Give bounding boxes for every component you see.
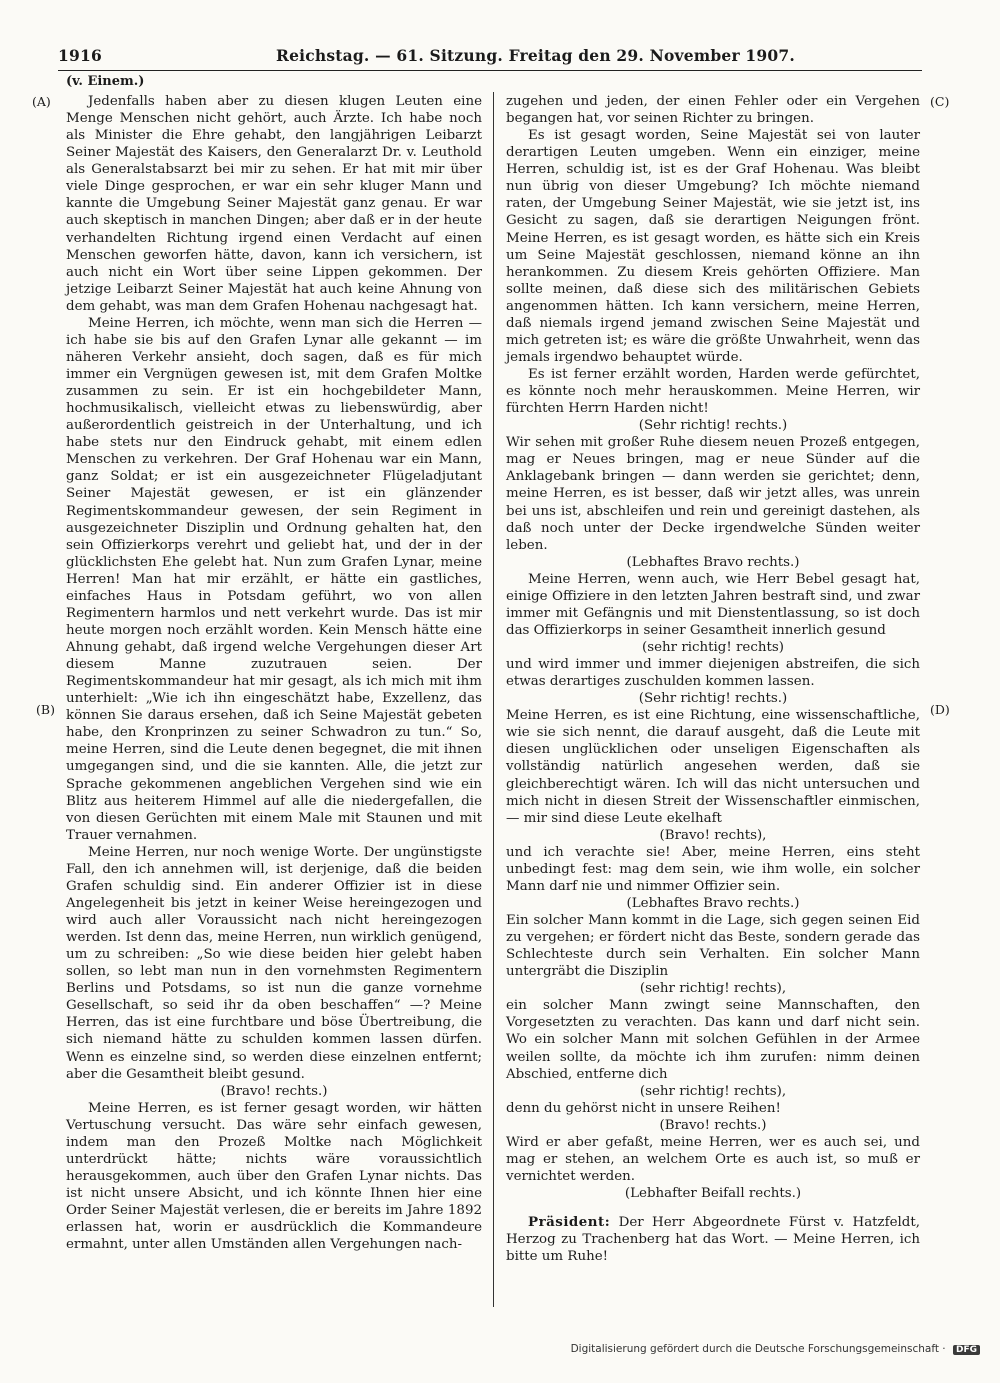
- left-column: [66, 93, 482, 1253]
- paragraph: Wird er aber gefaßt, meine Herren, wer es auch sei, und mag er stehen, an welchem Orte es auch ist, so muß er vernichtet werden.: [506, 1134, 920, 1184]
- paragraph: Meine Herren, ich möchte, wenn man sich die Herren — ich habe sie bis auf den Grafen Lynar alle gekannt — im näheren Verkehr ansieht, doch sagen, daß es für mich immer ein Vergnügen gewesen ist, mit dem Grafen Moltke zusammen zu sein. Er ist ein hochgebildeter Mann, hochmusikalisch, vielleicht etwas zu liebenswürdig, aber außerordentlich geistreich in der Unterhaltung, und ich habe stets nur den Eindruck gehabt, mit einem edlen Menschen zu verkehren. Der Graf Hohenau war ein Mann, ganz Soldat; er ist ein ausgezeichneter Flügeladjutant Seiner Majestät gewesen, er ist ein glänzender Regimentskommandeur gewesen, der sein Regiment in ausgezeichneter Disziplin und Ordnung gehalten hat, den sein Offizierkorps verehrt und geliebt hat, und der in der glücklichsten Ehe gelebt hat. Nun zum Grafen Lynar, meine Herren! Man hat mir erzählt, er hätte ein gastliches, einfaches Haus in Potsdam geführt, wo von allen Regimentern harmlos und nett verkehrt wurde. Das ist mir heute morgen noch erzählt worden. Kein Mensch hätte eine Ahnung gehabt, daß irgend welche Vergehungen dieser Art diesem Manne zuzutrauen seien. Der Regimentskommandeur hat mir gesagt, als ich mich mit ihm unterhielt: „Wie ich ihn eingeschätzt habe, Exzellenz, das können Sie daraus ersehen, daß ich Seine Majestät gebeten habe, den Kronprinzen zu seiner Schwadron zu tun.“ So, meine Herren, sind die Leute denen begegnet, die mit ihnen umgegangen sind, und die sie kannten. Alle, die jetzt zur Sprache gekommenen angeblichen Vergehen sind wie ein Blitz aus heiterem Himmel auf alle die niedergefallen, die von diesen Gerüchten mit einem Male mit Staunen und mit Trauer vernahmen.: [66, 315, 482, 843]
- paragraph: Meine Herren, nur noch wenige Worte. Der ungünstigste Fall, den ich annehmen will, ist derjenige, daß die beiden Grafen schuldig sind. Ein anderer Offizier ist in diese Angelegenheit bis jetzt in keiner Weise hereingezogen und wird auch aller Voraussicht nach nicht hereingezogen werden. Ist denn das, meine Herren, nun wirklich genügend, um zu schreiben: „So wie diese beiden hier gelebt haben sollen, so lebt man nun in den vornehmsten Regimentern Berlins und Potsdams, so ist nun die ganze vornehme Gesellschaft, so seid ihr da oben beschaffen“ —? Meine Herren, das ist eine furchtbare und böse Übertreibung, die sich niemand hätte zu schulden kommen lassen dürfen. Wenn es einzelne sind, so werden diese einzelnen entfernt; aber die Gesamtheit bleibt gesund.: [66, 844, 482, 1082]
- paragraph: und wird immer und immer diejenigen abstreifen, die sich etwas derartiges zuschulden kommen lassen.: [506, 657, 920, 690]
- interjection: (sehr richtig! rechts),: [639, 1083, 787, 1099]
- paragraph: Meine Herren, wenn auch, wie Herr Bebel gesagt hat, einige Offiziere in den letzten Jahren bestraft sind, und zwar immer mit Gefängnis und mit Dienstentlassung, so ist doch das Offizierkorps in seiner Gesamtheit innerlich gesund: [506, 571, 920, 638]
- paragraph: ein solcher Mann zwingt seine Mannschaften, den Vorgesetzten zu verachten. Das kann und darf nicht sein. Wo ein solcher Mann mit solchen Gefühlen in der Armee weilen sollte, da möchte ich ihm zurufen: nimm deinen Abschied, entferne dich: [506, 998, 920, 1082]
- interjection: (sehr richtig! rechts): [642, 640, 784, 655]
- paragraph: zugehen und jeden, der einen Fehler oder ein Vergehen begangen hat, vor seinen Richter zu bringen.: [506, 94, 920, 127]
- interjection: (Lebhafter Beifall rechts.): [624, 1186, 802, 1201]
- paragraph: Jedenfalls haben aber zu diesen klugen Leuten eine Menge Menschen nicht gehört, auch Ärzte. Ich habe noch als Minister die Ehre gehabt, den langjährigen Leibarzt Seiner Majestät des Kaisers, den Generalarzt Dr. v. Leuthold als Generalstabsarzt bei mir zu sehen. Er hat mit mir über viele Dinge gesprochen, er war ein sehr kluger Mann und kannte die Umgebung Seiner Majestät ganz genau. Er war auch skeptisch in manchen Dingen; aber daß er in der heute verhandelten Richtung irgend einen Verdacht auf einen Menschen geworfen hätte, davon, kann ich versichern, ist auch nicht ein Wort über seine Lippen gekommen. Der jetzige Leibarzt Seiner Majestät hat auch keine Ahnung von dem gehabt, was man dem Grafen Hohenau nachgesagt hat.: [66, 94, 482, 314]
- footer-text: Digitalisierung gefördert durch die Deutsche Forschungsgemeinschaft: [570, 1343, 939, 1355]
- interjection: (Lebhaftes Bravo rechts.): [626, 554, 800, 570]
- right-column: [506, 93, 920, 1265]
- paragraph: Meine Herren, es ist ferner gesagt worden, wir hätten Vertuschung versucht. Das wäre sehr einfach gewesen, indem man den Prozeß Moltke nach Möglichkeit unterdrückt hätte; nichts wäre voraussichtlich herausgekommen, auch über den Grafen Lynar nichts. Das ist nicht unsere Absicht, und ich könnte Ihnen hier eine Order Seiner Majestät verlesen, die er bereits im Jahre 1892 erlassen hat, worin er ausdrücklich die Kommandeure ermahnt, unter allen Umständen allen Vergehungen nach-: [66, 1100, 482, 1253]
- president-label: Präsident:: [528, 1214, 611, 1231]
- interjection: (Sehr richtig! rechts.): [638, 418, 788, 434]
- interjection: (Lebhaftes Bravo rechts.): [626, 895, 800, 911]
- page-number: 1916: [58, 46, 102, 65]
- margin-mark-c: (C): [930, 94, 950, 109]
- paragraph: Es ist gesagt worden, Seine Majestät sei von lauter derartigen Leuten umgeben. Wenn ein einziger, meine Herren, schuldig ist, ist es der Graf Hohenau. Was bleibt nun übrig von dieser Umgebung? Ich möchte niemand raten, der Umgebung Seiner Majestät, wie sie jetzt ist, ins Gesicht zu sagen, daß sie derartigen Neigungen frönt. Meine Herren, es ist gesagt worden, es hätte sich ein Kreis um Seine Majestät geschlossen, niemand könne an ihn herankommen. Zu diesem Kreis gehörten Offiziere. Man sollte meinen, daß diese sich des militärischen Gebiets angenommen hätten. Ich kann versichern, meine Herren, daß niemals irgend jemand zwischen Seine Majestät und mich getreten ist; es wäre die größte Unwahrheit, wenn das jemals irgendwo behauptet würde.: [506, 128, 920, 365]
- running-header: [58, 46, 922, 71]
- paragraph: Es ist ferner erzählt worden, Harden werde gefürchtet, es könnte noch mehr herauskommen. Meine Herren, wir fürchten Herrn Harden nicht!: [506, 367, 920, 417]
- speaker-tag: (v. Einem.): [66, 74, 145, 89]
- paragraph: denn du gehörst nicht in unsere Reihen!: [506, 1100, 781, 1116]
- dfg-logo-icon: DFG: [953, 1345, 980, 1355]
- president-paragraph: [506, 1214, 920, 1265]
- footer: Digitalisierung gefördert durch die Deutsche Forschungsgemeinschaft · DFG: [571, 1343, 980, 1355]
- paragraph: Wir sehen mit großer Ruhe diesem neuen Prozeß entgegen, mag er Neues bringen, mag er neue Sünder auf die Anklagebank bringen — dann werden sie gerichtet; denn, meine Herren, es ist besser, daß wir jetzt alles, was unrein bei uns ist, abschleifen und rein und gereinigt dastehen, als daß noch unter der Decke irgendwelche Sünden weiter leben.: [506, 435, 920, 553]
- paragraph: und ich verachte sie! Aber, meine Herren, eins steht unbedingt fest: mag dem sein, wie ihm wolle, ein solcher Mann darf nie und nimmer Offizier sein.: [506, 844, 920, 894]
- interjection: (Bravo! rechts.): [220, 1083, 328, 1099]
- interjection: (Bravo! rechts),: [659, 827, 767, 843]
- president-statement: Der Herr Abgeordnete Fürst v. Hatzfeldt, Herzog zu Trachenberg hat das Wort. — Meine Herren, ich bitte um Ruhe!: [506, 1215, 920, 1265]
- paragraph: Meine Herren, es ist eine Richtung, eine wissenschaftliche, wie sie sich nennt, die darauf ausgeht, daß die Leute mit diesen unglücklichen oder unseligen Eigenschaften als vollständig natürlich angesehen werden, daß sie gleichberechtigt wären. Ich will das nicht untersuchen und mich nicht in diesen Streit der Wissenschaftler einmischen, — mir sind diese Leute ekelhaft: [506, 708, 920, 826]
- interjection: (Bravo! rechts.): [659, 1117, 767, 1133]
- margin-mark-a: (A): [32, 94, 51, 109]
- interjection: (Sehr richtig! rechts.): [638, 691, 788, 707]
- column-rule: [493, 92, 494, 1307]
- running-title: Reichstag. — 61. Sitzung. Freitag den 29. November 1907.: [276, 46, 795, 65]
- interjection: (sehr richtig! rechts),: [639, 981, 787, 997]
- margin-mark-d: (D): [930, 702, 950, 717]
- paragraph: Ein solcher Mann kommt in die Lage, sich gegen seinen Eid zu vergehen; er fördert nicht das Beste, sondern gerade das Schlechteste durch sein Verhalten. Ein solcher Mann untergräbt die Disziplin: [506, 913, 920, 980]
- margin-mark-b: (B): [36, 702, 55, 717]
